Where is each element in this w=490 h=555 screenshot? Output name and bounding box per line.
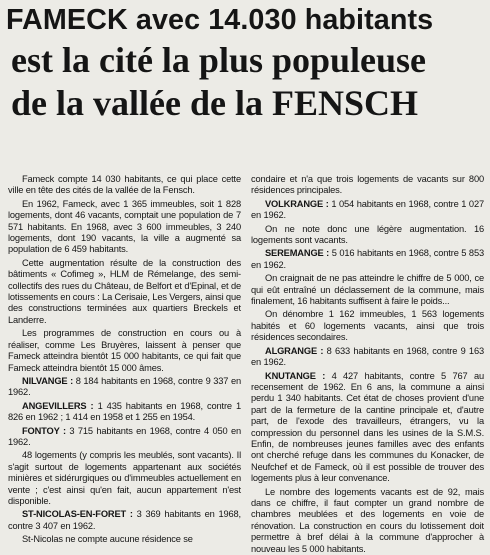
town-stats: 8 633 habitants en 1968, contre 9 163 en 1962. bbox=[251, 345, 484, 368]
town-entry-knutange bbox=[251, 371, 484, 485]
town-name: FONTOY : bbox=[22, 425, 66, 436]
article-body bbox=[8, 174, 485, 554]
headline-line-2: est la cité la plus populeuse bbox=[11, 40, 427, 80]
paragraph: En 1962, Fameck, avec 1 365 immeubles, soit 1 828 logements, dont 46 vacants, comptait une population de 7 571 habitants. En 1968, avec 3 600 immeubles, 3 240 logements, dont 190 vacants, la ville a augmenté sa population de 6 459 habitants. bbox=[8, 198, 241, 255]
paragraph: Fameck compte 14 030 habitants, ce qui place cette ville en tête des cités de la vallée de la Fensch. bbox=[8, 174, 241, 196]
town-entry-fontoy bbox=[8, 426, 241, 449]
town-stats: 1 435 habitants en 1968, contre 1 826 en 1962 ; 1 414 en 1958 et 1 255 en 1954. bbox=[8, 400, 241, 423]
town-entry-nilvange bbox=[8, 376, 241, 399]
town-name: ANGEVILLERS : bbox=[22, 400, 94, 411]
paragraph: Les programmes de construction en cours ou à réaliser, comme Les Bruyères, laissent à penser que Fameck atteindra bientôt 15 000 habitants, ce qui fait que Fameck atteindra bientôt 15 000 âmes. bbox=[8, 328, 241, 373]
town-name: ALGRANGE : bbox=[265, 345, 324, 356]
town-stats: 4 427 habitants, contre 5 767 au recensement de 1962. En 6 ans, la commune a ainsi perdu 1 340 habitants. Cet état de choses provient d'une part de la fermeture de la cantine principale et, d'autre part, de l'exode des travailleurs, étrangers, vu la compression du personnel dans les usines de la S.M.S. Enfin, de nombreuses jeunes familles avec des enfants ont cherché refuge dans les communes du Konacker, de Neufchef et de Fameck, où il est possible de trouver des logements plus à leur convenance. bbox=[251, 370, 485, 484]
article-column-left bbox=[8, 174, 242, 545]
paragraph: St-Nicolas ne compte aucune résidence se bbox=[22, 534, 193, 545]
town-name: ST-NICOLAS-EN-FORET : bbox=[22, 509, 133, 520]
town-name: SEREMANGE : bbox=[265, 248, 330, 259]
headline-line-1: FAMECK avec 14.030 habitants bbox=[6, 4, 434, 36]
town-entry-algrange bbox=[251, 346, 484, 369]
paragraph: 48 logements (y compris les meublés, sont vacants). Il s'agit surtout de logements appartenant aux sociétés minières et sidérurgiques ou d'immeubles actuellement en vente ; c'est ainsi qu'en fait, aucun appartement n'est disponible. bbox=[8, 450, 241, 506]
headline-line-3: de la vallée de la FENSCH bbox=[11, 83, 418, 123]
town-entry-seremange bbox=[251, 248, 484, 271]
town-name: NILVANGE : bbox=[22, 375, 74, 386]
paragraph: condaire et n'a que trois logements de vacants sur 800 résidences principales. bbox=[251, 174, 484, 196]
town-entry-volkrange bbox=[251, 199, 484, 222]
town-entry-st-nicolas bbox=[8, 509, 241, 532]
paragraph: On craignait de ne pas atteindre le chiffre de 5 000, ce qui eût entraîné un déclassement de la commune, mais finalement, 16 habitants suffisent à faire le poids... bbox=[251, 273, 484, 307]
paragraph: On ne note donc une légère augmentation. 16 logements sont vacants. bbox=[251, 223, 484, 246]
paragraph: Cette augmentation résulte de la construction des bâtiments « Cofimeg », HLM de Rémelange, des semi-collectifs des rues du Château, de Belfort et d'Epinal, et de lotissements en cours : La Cerisaie, Les Vergers, ainsi que des constructions terminées aux quartiers Breckels et Landerre. bbox=[8, 257, 241, 325]
town-name: VOLKRANGE : bbox=[265, 198, 329, 209]
town-stats: 5 016 habitants en 1968, contre 5 853 en 1962. bbox=[251, 248, 484, 270]
town-stats: 8 184 habitants en 1968, contre 9 337 en 1962. bbox=[8, 375, 242, 398]
town-name: KNUTANGE : bbox=[265, 370, 326, 381]
town-stats: 3 369 habitants en 1968, contre 3 407 en 1962. bbox=[8, 509, 241, 531]
town-entry-angevillers bbox=[8, 401, 241, 424]
article-column-right bbox=[251, 174, 485, 554]
town-stats: 1 054 habitants en 1968, contre 1 027 en 1962. bbox=[251, 198, 484, 221]
paragraph: On dénombre 1 162 immeubles, 1 563 logements habités et 60 logements vacants, ainsi que trois résidences secondaires. bbox=[251, 309, 484, 343]
town-stats: 3 715 habitants en 1968, contre 4 050 en 1962. bbox=[8, 425, 242, 447]
paragraph: Le nombre des logements vacants est de 92, mais dans ce chiffre, il faut compter un grand nombre de chambres meublées et des logements en voie de rénovation. La construction en cours du lotissement doit permettre à bref délai à la commune d'approcher à nouveau les 5 000 habitants. bbox=[251, 486, 484, 554]
